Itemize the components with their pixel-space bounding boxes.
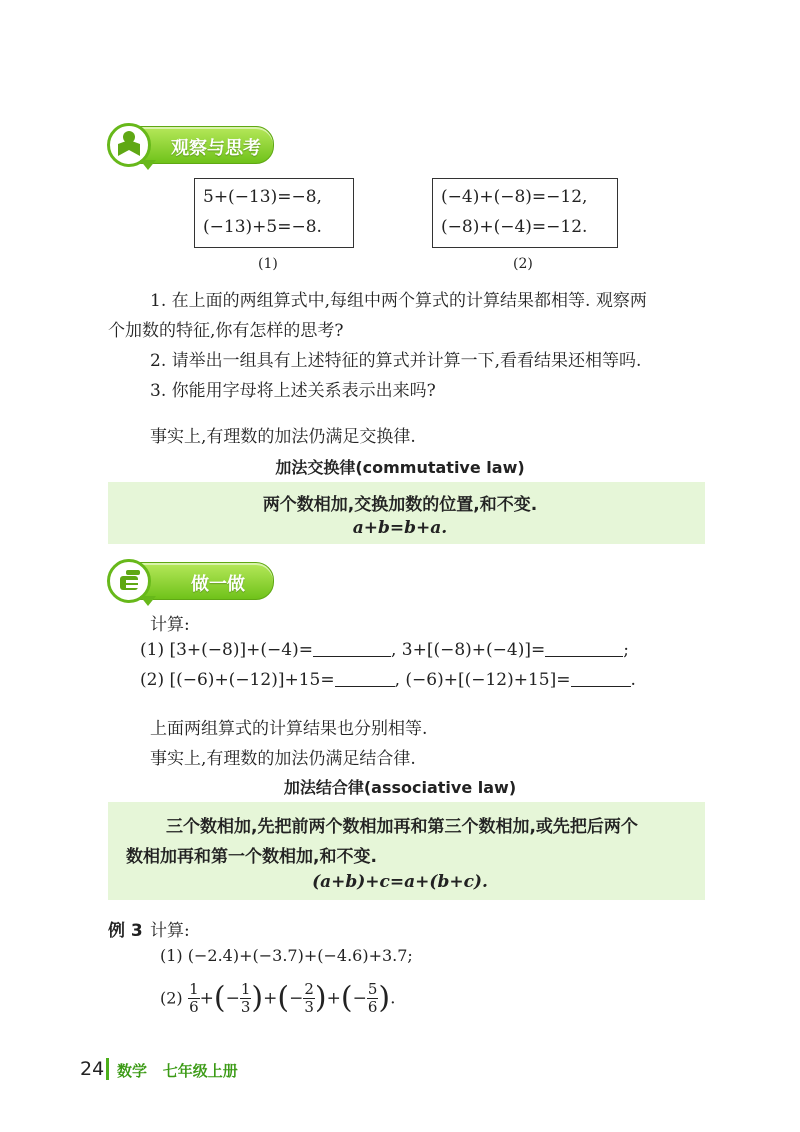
try-line-1 [140, 640, 629, 660]
page-number: 24 [80, 1058, 105, 1080]
associative-statement-1: 三个数相加,先把前两个数相加再和第三个数相加,或先把后两个 [166, 817, 638, 837]
try-expr: , (−6)+[(−12)+15]= [394, 670, 571, 690]
numerator: 1 [240, 980, 251, 998]
commutative-intro: 事实上,有理数的加法仍满足交换律. [150, 427, 416, 447]
denominator: 6 [367, 998, 378, 1016]
fraction [303, 981, 315, 1016]
group-label-2: (2) [513, 256, 533, 272]
try-expr: (1) [3+(−8)]+(−4)= [140, 640, 313, 660]
denominator: 3 [304, 998, 314, 1016]
footer-book: 七年级上册 [162, 1062, 238, 1080]
observe-section-header [108, 126, 274, 164]
example-label: 例 3 [108, 921, 143, 941]
commutative-statement: 两个数相加,交换加数的位置,和不变. [262, 495, 538, 515]
footer-book-info [117, 1060, 238, 1081]
observe-header-tail [140, 160, 156, 170]
associative-text-2: 事实上,有理数的加法仍满足结合律. [150, 749, 416, 769]
footer-divider [106, 1058, 109, 1080]
fraction [240, 981, 252, 1016]
associative-text-1: 上面两组算式的计算结果也分别相等. [150, 719, 428, 739]
associative-statement-2: 数相加再和第一个数相加,和不变. [126, 847, 377, 867]
commutative-formula: a+b=b+a. [352, 518, 448, 538]
question-3: 3. 你能用字母将上述关系表示出来吗? [150, 381, 436, 401]
equation-line: (−8)+(−4)=−12. [441, 217, 588, 237]
equation-box-1 [194, 178, 354, 248]
try-label: 计算: [150, 615, 190, 635]
answer-blank[interactable] [571, 670, 631, 687]
try-expr: , 3+[(−8)+(−4)]= [390, 640, 546, 660]
numerator: 5 [367, 980, 378, 998]
try-section-header [108, 562, 274, 600]
question-1a: 1. 在上面的两组算式中,每组中两个算式的计算结果都相等. 观察两 [150, 291, 647, 311]
numerator: 1 [189, 980, 199, 998]
equation-line: 5+(−13)=−8, [203, 187, 322, 207]
try-end: . [630, 670, 636, 690]
numerator: 2 [304, 980, 314, 998]
group-label-1: (1) [258, 256, 278, 272]
equation-line: (−13)+5=−8. [203, 217, 322, 237]
observe-title: 观察与思考 [171, 138, 261, 159]
equation-box-2 [432, 178, 618, 248]
example-item-2: (2) $\frac{1}{6}$ +(− $\frac{1}{3}$ )+(− $\frac{2}{3}$ )+(− $\frac{5}{6}$ ). [160, 980, 396, 1016]
item-number: (2) [160, 988, 183, 1008]
try-title: 做一做 [191, 574, 245, 595]
try-header-tail [140, 596, 156, 606]
associative-law-title: 加法结合律(associative law) [283, 778, 517, 797]
fraction [188, 981, 200, 1016]
try-end: ; [623, 640, 629, 660]
denominator: 6 [189, 998, 199, 1016]
try-line-2 [140, 670, 636, 690]
denominator: 3 [240, 998, 251, 1016]
associative-formula: (a+b)+c=a+(b+c). [312, 872, 488, 892]
equation-line: (−4)+(−8)=−12, [441, 187, 588, 207]
answer-blank[interactable] [545, 640, 623, 657]
question-1b: 个加数的特征,你有怎样的思考? [108, 321, 344, 341]
answer-blank[interactable] [313, 640, 391, 657]
fraction [367, 981, 379, 1016]
example-item-1: (1) (−2.4)+(−3.7)+(−4.6)+3.7; [160, 946, 413, 965]
answer-blank[interactable] [335, 670, 395, 687]
footer-subject: 数学 [117, 1062, 148, 1080]
example-task: 计算: [150, 921, 190, 941]
commutative-law-title: 加法交换律(commutative law) [275, 458, 525, 477]
question-2: 2. 请举出一组具有上述特征的算式并计算一下,看看结果还相等吗. [150, 351, 642, 371]
try-expr: (2) [(−6)+(−12)]+15= [140, 670, 335, 690]
